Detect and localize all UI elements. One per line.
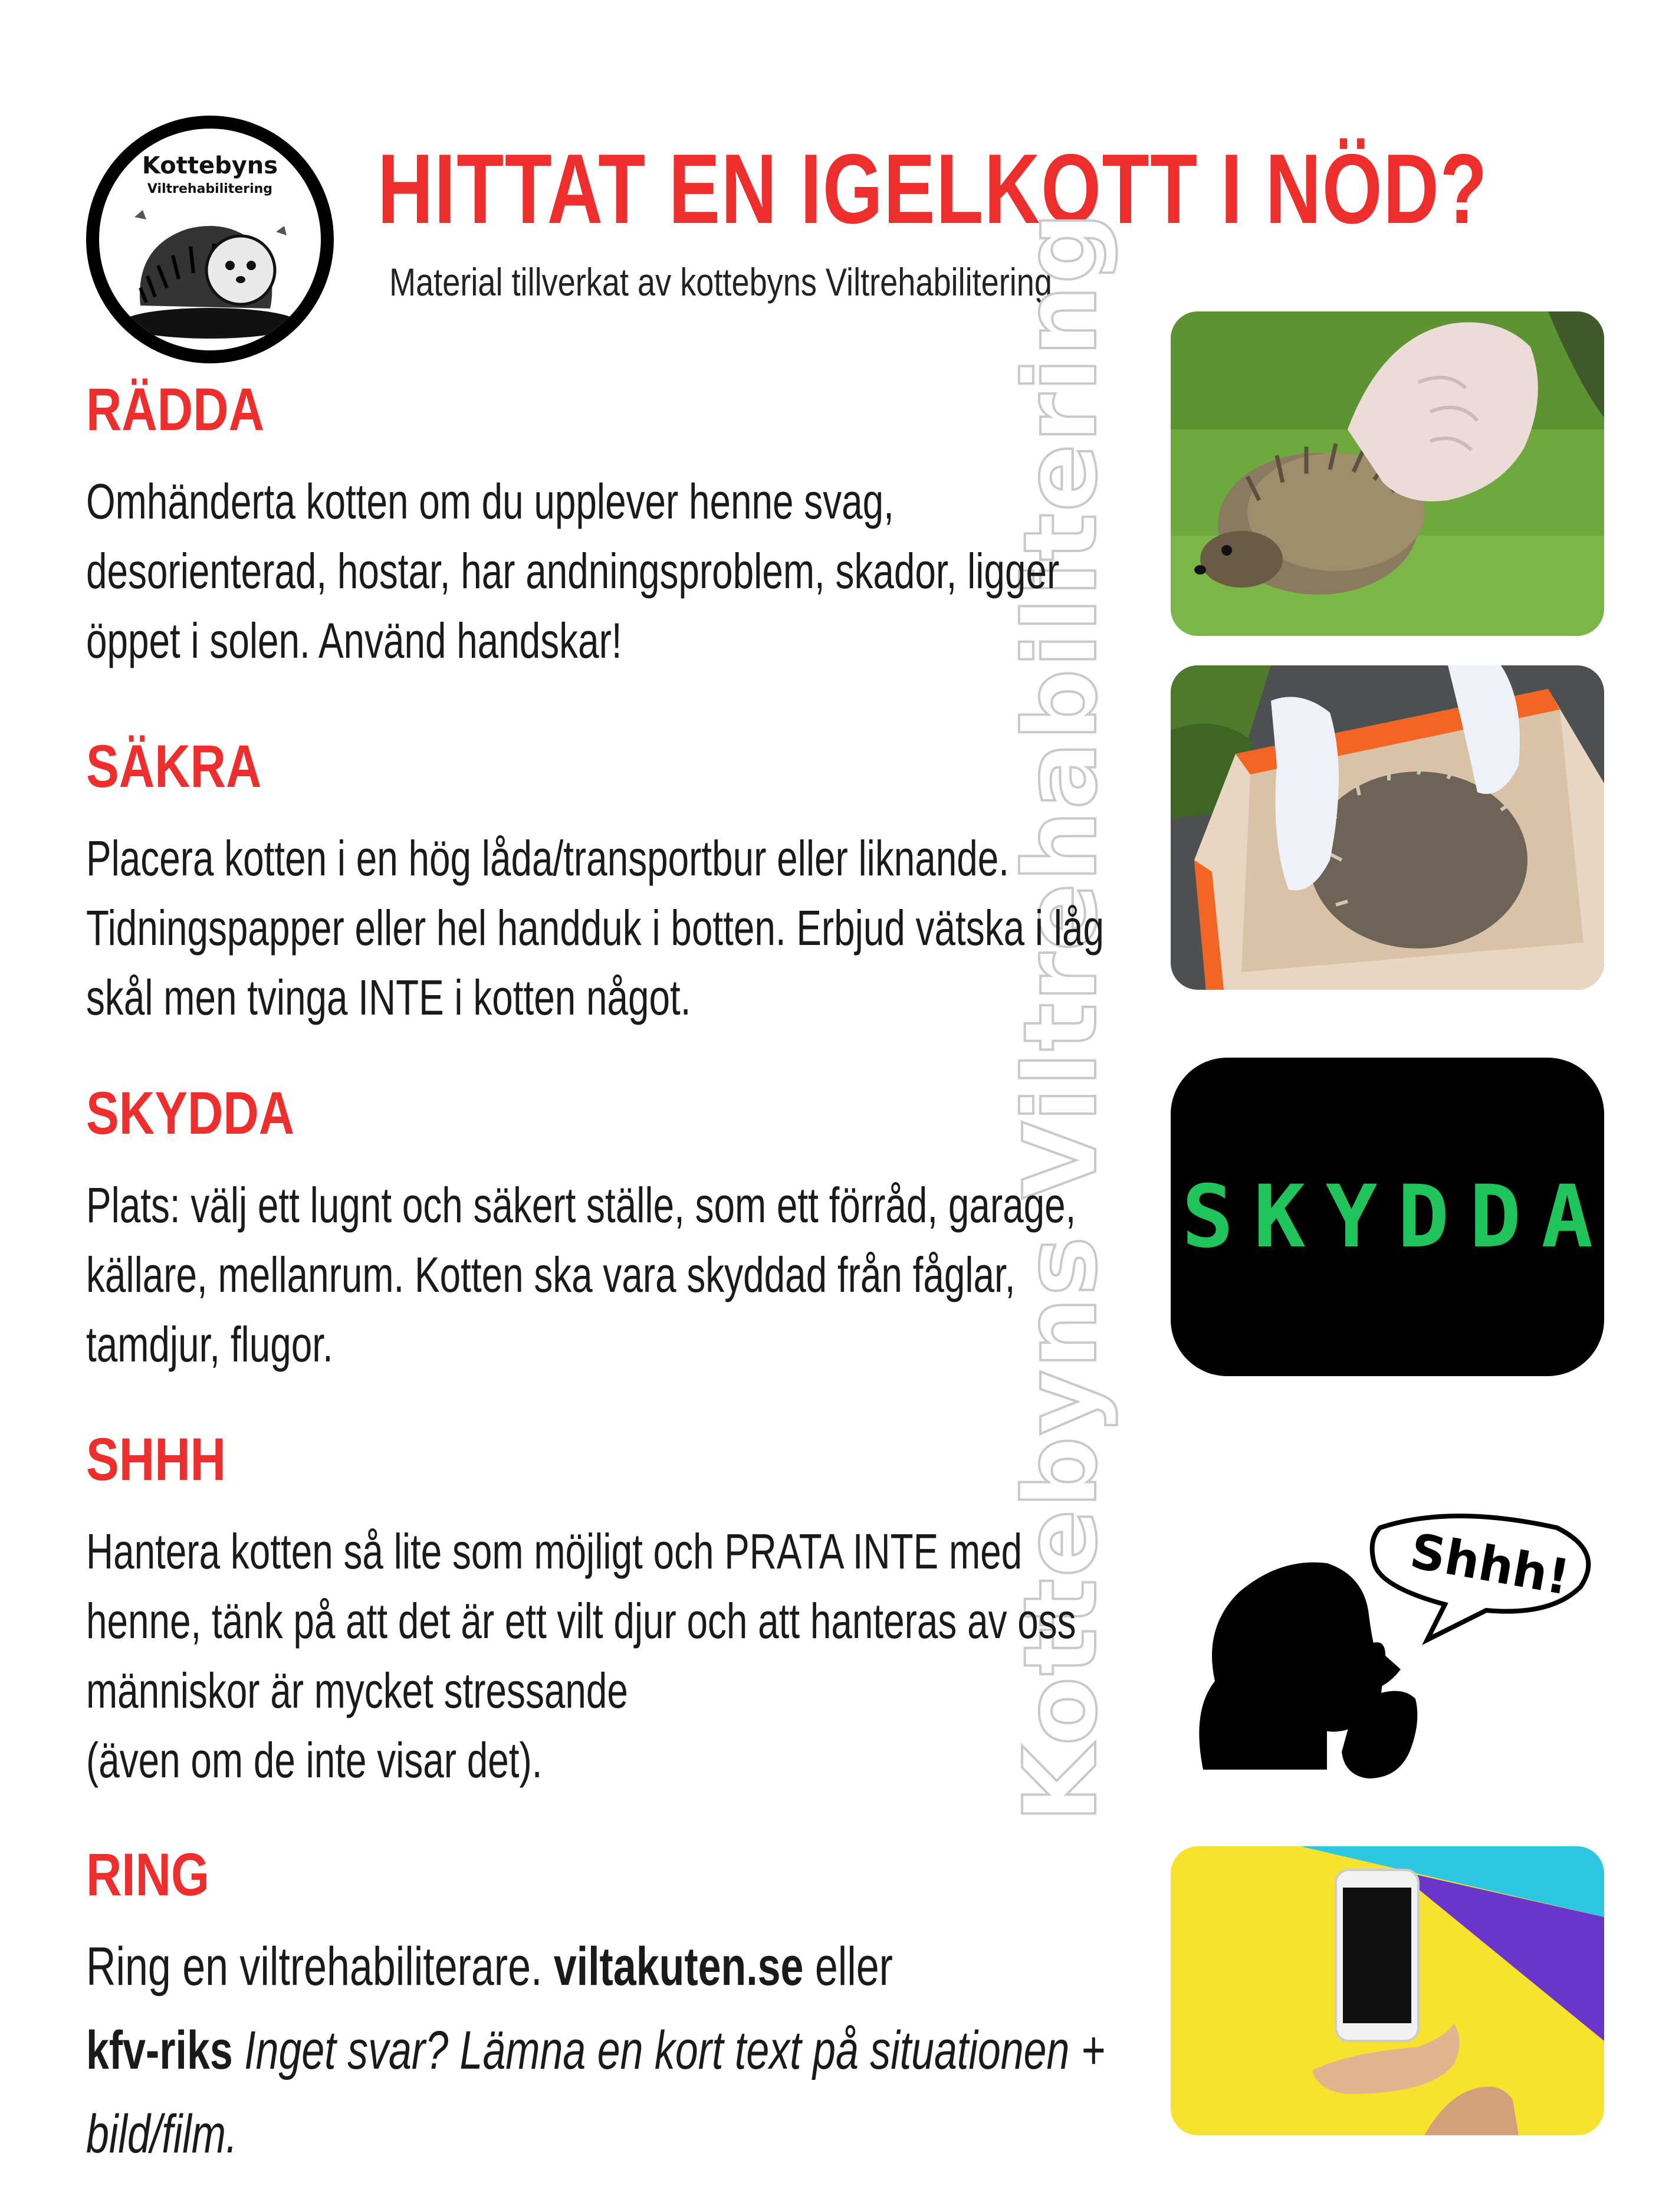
section-radda (86, 376, 1207, 675)
section-body (86, 1925, 1162, 2176)
ring-instruction: bild/film. (86, 2104, 238, 2164)
section-heading: RING (86, 1841, 210, 1908)
body-line (86, 1925, 1162, 2008)
body-line: öppet i solen. Använd handskar! (86, 613, 622, 668)
viltakuten-link[interactable]: viltakuten.se (553, 1937, 804, 1997)
body-line: Hantera kotten så lite som möjligt och PRATA INTE med (86, 1524, 1023, 1579)
section-ring (86, 1841, 1207, 2176)
section-heading: SÄKRA (86, 733, 262, 800)
body-line: Placera kotten i en hög låda/transportbur eller liknande. (86, 831, 1010, 886)
body-line: tamdjur, flugor. (86, 1317, 333, 1372)
section-body (86, 1170, 1162, 1379)
hedgehog-held-by-gloved-hand-photo (1171, 311, 1604, 636)
watermark: Kottebyns Viltrehabilitering (1003, 211, 1119, 1823)
body-line: Omhänderta kotten om du upplever henne svag, (86, 474, 894, 529)
body-line: (även om de inte visar det). (86, 1732, 543, 1788)
body-line (86, 2008, 1162, 2092)
hedgehog-in-cardboard-box-photo (1171, 665, 1604, 990)
body-line: källare, mellanrum. Kotten ska vara skyddad från fåglar, (86, 1247, 1016, 1302)
shhh-silhouette-icon (1168, 1463, 1616, 1793)
skydda-tile (1171, 1058, 1614, 1376)
body-line: Plats: välj ett lugnt och säkert ställe, som ett förråd, garage, (86, 1177, 1076, 1233)
ring-text: eller (803, 1937, 893, 1997)
body-line: människor är mycket stressande (86, 1663, 628, 1718)
page-title: HITTAT EN IGELKOTT I NÖD? (377, 133, 1489, 244)
kfv-riks-label: kfv-riks (86, 2020, 233, 2080)
section-heading: RÄDDA (86, 376, 265, 443)
logo-name: Kottebyns (142, 152, 278, 179)
ring-text: Ring en viltrehabiliterare. (86, 1937, 554, 1997)
section-shhh (86, 1426, 1207, 1795)
body-line: skål men tvinga INTE i kotten något. (86, 970, 691, 1025)
section-heading: SKYDDA (86, 1079, 295, 1147)
body-line: Tidningspapper eller hel handduk i botten. Erbjud vätska i låg (86, 900, 1104, 956)
section-body (86, 823, 1162, 1032)
skydda-tile-label: SKYDDA (1181, 1167, 1614, 1267)
section-sakra (86, 733, 1207, 1032)
logo (86, 116, 334, 363)
body-line: desorienterad, hostar, har andningsproblem, skador, ligger (86, 543, 1060, 599)
logo-inner (99, 129, 321, 350)
section-heading: SHHH (86, 1426, 226, 1493)
logo-subtitle: Viltrehabilitering (147, 182, 273, 196)
body-line: henne, tänk på att det är ett vilt djur och att hanteras av oss (86, 1593, 1076, 1649)
body-line (86, 2092, 1162, 2176)
page-subtitle: Material tillverkat av kottebyns Viltrehabilitering (389, 260, 1053, 304)
section-body (86, 467, 1162, 675)
ring-instruction: Inget svar? Lämna en kort text på situationen + (232, 2020, 1105, 2080)
section-body (86, 1517, 1162, 1795)
shhh-bubble-text: Shhh! (1406, 1523, 1574, 1606)
phone-in-hand-photo (1171, 1846, 1604, 2135)
section-skydda (86, 1079, 1207, 1379)
